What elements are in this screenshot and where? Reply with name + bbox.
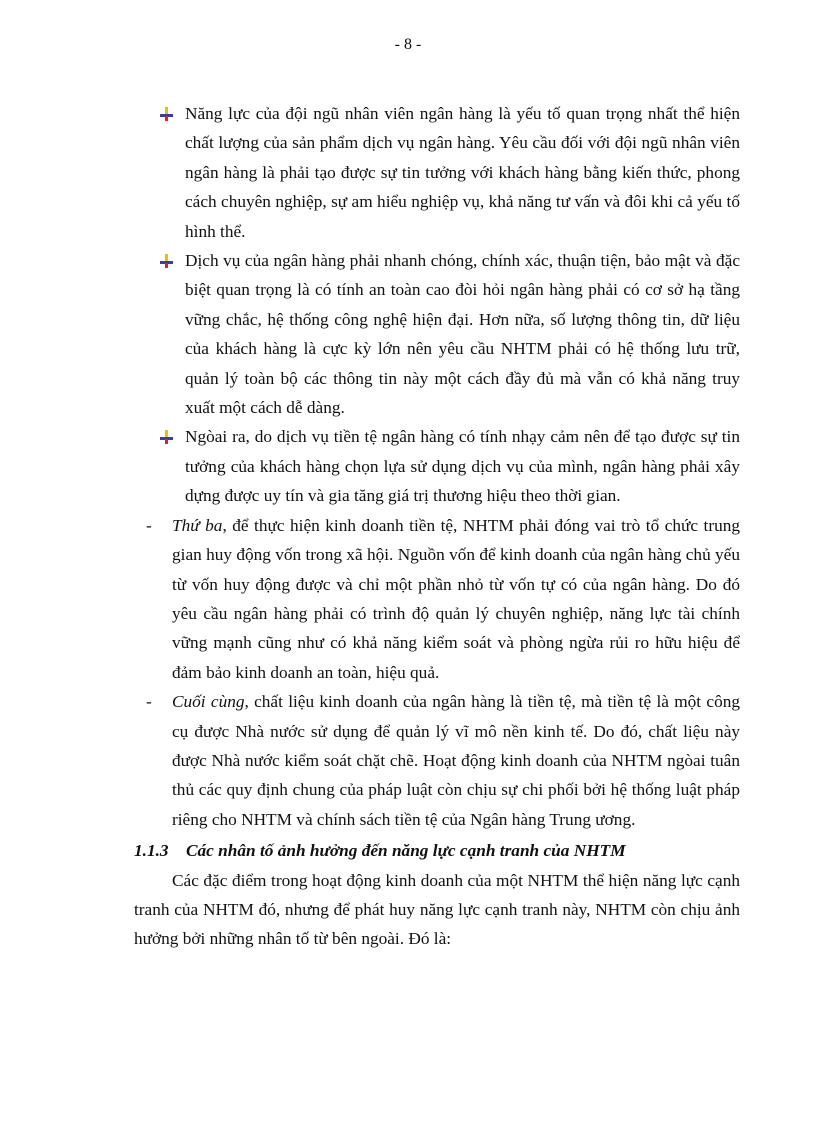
page-number: - 8 - xyxy=(394,36,422,53)
section-title: Các nhân tố ảnh hưởng đến năng lực cạnh tranh của NHTM xyxy=(186,841,626,861)
bullet-item xyxy=(134,422,740,510)
bullet-text: Dịch vụ của ngân hàng phải nhanh chóng, chính xác, thuận tiện, bảo mật và đặc biệt quan trọng là có tính an toàn cao đòi hỏi ngân hàng phải có cơ sở hạ tầng vững chắc, hệ thống công nghệ hiện đại. Hơn nữa, số lượng thông tin, dữ liệu của khách hàng là cực kỳ lớn nên yêu cầu NHTM phải có hệ thống lưu trữ, quản lý toàn bộ các thông tin này một cách đầy đủ mà vẫn có khả năng truy xuất một cách dễ dàng. xyxy=(185,251,740,418)
dash-text: , để thực hiện kinh doanh tiền tệ, NHTM phải đóng vai trò tổ chức trung gian huy động vốn trong xã hội. Nguồn vốn để kinh doanh của ngân hàng chủ yếu từ vốn huy động được và chỉ một phần nhỏ từ vốn tự có của ngân hàng. Do đó yêu cầu ngân hàng phải có trình độ quản lý chuyên nghiệp, năng lực tài chính vững mạnh cũng như có khả năng kiểm soát và phòng ngừa rủi ro hữu hiệu để đảm bảo kinh doanh an toàn, hiệu quả. xyxy=(172,515,741,682)
pushpin-icon xyxy=(159,254,175,268)
closing-paragraph: Các đặc điểm trong hoạt động kinh doanh của một NHTM thể hiện năng lực cạnh tranh của NHTM đó, nhưng để phát huy năng lực cạnh tranh này, NHTM còn chịu ảnh hưởng bởi những nhân tố từ bên ngoài. Đó là: xyxy=(134,870,740,949)
bullet-item xyxy=(134,99,740,246)
dash-mark: - xyxy=(146,515,152,535)
bullet-item xyxy=(134,246,740,422)
dash-mark: - xyxy=(146,692,152,712)
dash-item xyxy=(134,687,740,834)
dash-item xyxy=(134,511,740,687)
section-heading xyxy=(134,836,740,865)
pushpin-icon xyxy=(159,107,175,121)
document-body xyxy=(134,99,740,954)
bullet-text: Ngòai ra, do dịch vụ tiền tệ ngân hàng có tính nhạy cảm nên để tạo được sự tin tưởng của khách hàng chọn lựa sử dụng dịch vụ của mình, ngân hàng phải xây dựng được uy tín và gia tăng giá trị thương hiệu theo thời gian. xyxy=(185,427,740,506)
pushpin-icon xyxy=(159,430,175,444)
dash-text: , chất liệu kinh doanh của ngân hàng là tiền tệ, mà tiền tệ là một công cụ được Nhà nước sử dụng để quản lý vĩ mô nền kinh tế. Do đó, chất liệu này được Nhà nước kiểm soát chặt chẽ. Hoạt động kinh doanh của NHTM ngòai tuân thủ các quy định chung của pháp luật còn chịu sự chi phối bởi hệ thống luật pháp riêng cho NHTM và chính sách tiền tệ của Ngân hàng Trung ương. xyxy=(172,692,740,829)
dash-lead: Thứ ba xyxy=(172,515,223,535)
dash-lead: Cuối cùng xyxy=(172,692,245,712)
section-number: 1.1.3 xyxy=(134,841,169,861)
bullet-text: Năng lực của đội ngũ nhân viên ngân hàng là yếu tố quan trọng nhất thể hiện chất lượng của sản phẩm dịch vụ ngân hàng. Yêu cầu đối với đội ngũ nhân viên ngân hàng là phải tạo được sự tin tưởng với khách hàng bằng kiến thức, phong cách chuyên nghiệp, sự am hiểu nghiệp vụ, khả năng tư vấn và đôi khi cả yếu tố hình thể. xyxy=(185,104,740,241)
